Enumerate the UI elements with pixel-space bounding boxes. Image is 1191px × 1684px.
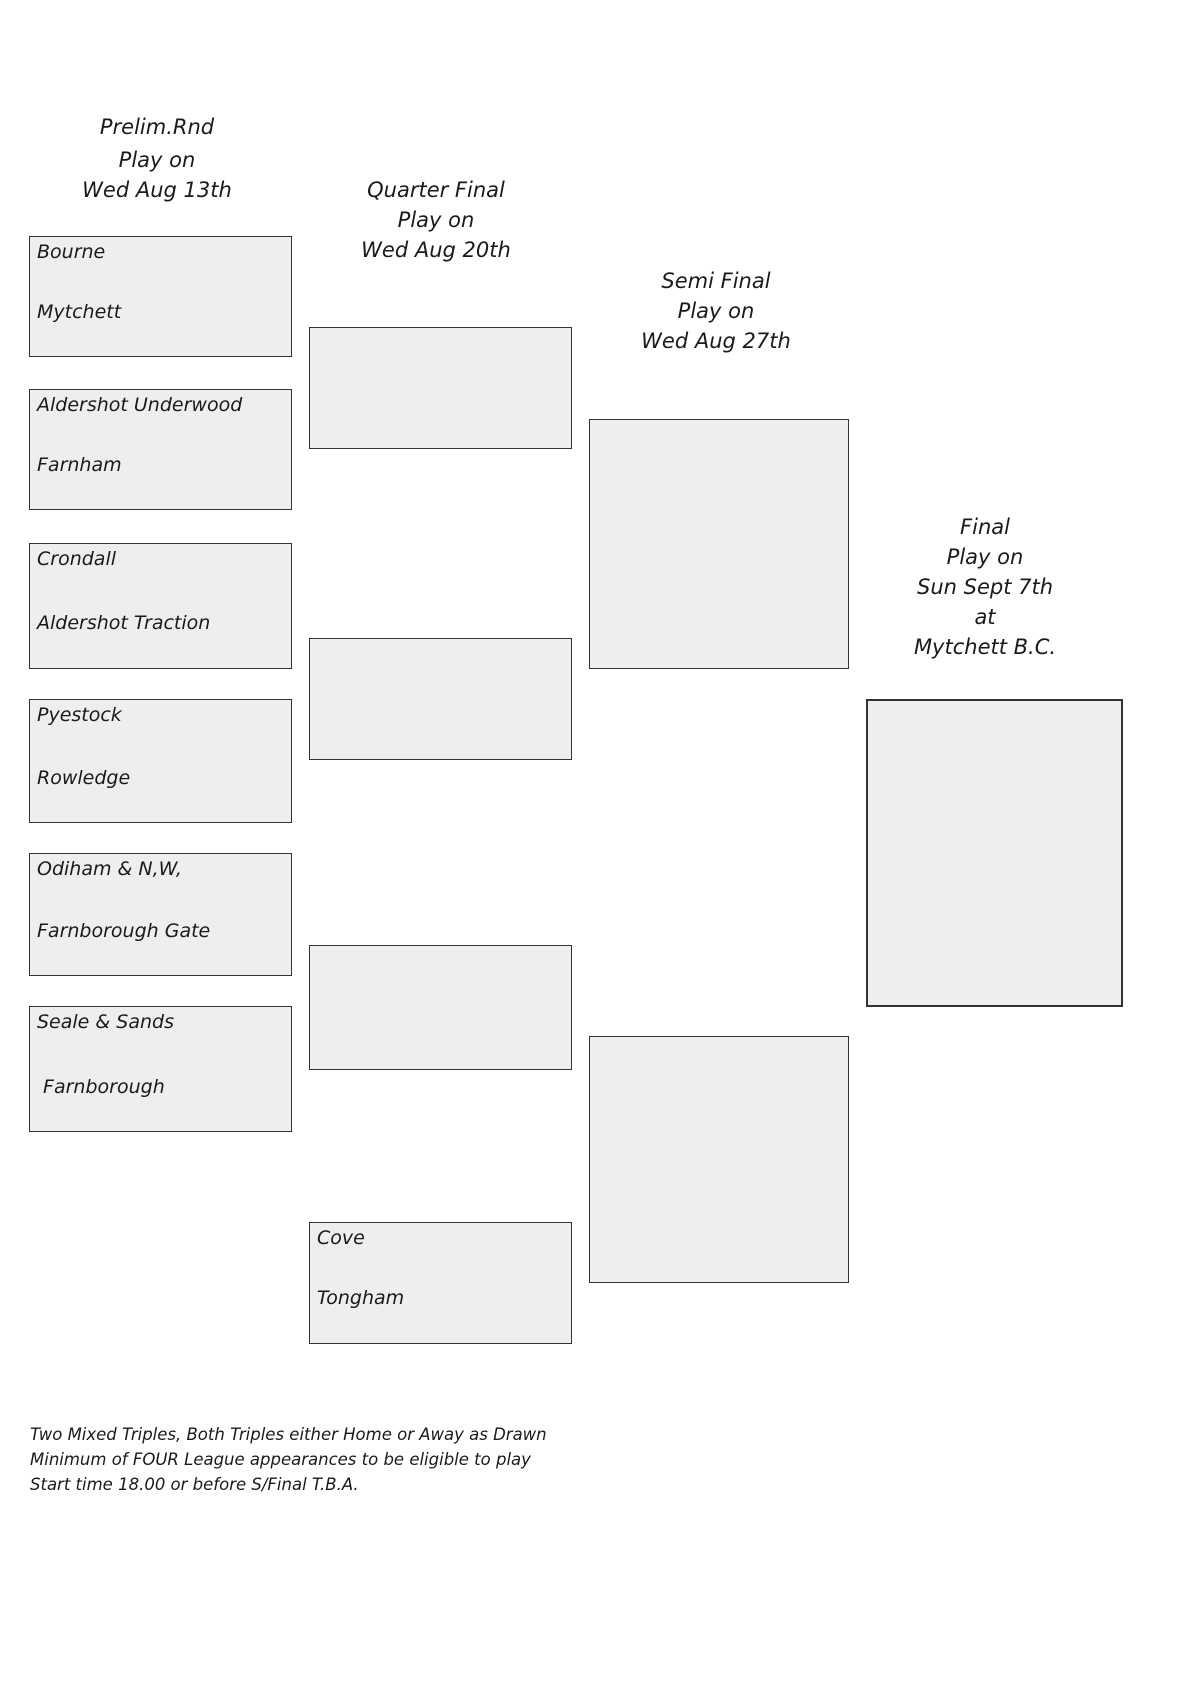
prelim-match-2 — [29, 389, 292, 510]
final-venue: Mytchett B.C. — [913, 635, 1057, 659]
prelim-match-3-away: Aldershot Traction — [37, 612, 211, 634]
prelim-match-5-home: Odiham & N,W, — [37, 858, 182, 880]
prelim-match-5 — [29, 853, 292, 976]
prelim-match-2-home: Aldershot Underwood — [37, 394, 243, 416]
prelim-match-6-home: Seale & Sands — [37, 1011, 174, 1033]
note-eligibility: Minimum of FOUR League appearances to be eligible to play — [30, 1450, 531, 1469]
prelim-round-title: Prelim.Rnd — [99, 115, 215, 139]
quarter-final-title: Quarter Final — [367, 178, 505, 202]
quarter-final-match-2 — [309, 638, 572, 760]
final-play-on: Play on — [946, 545, 1024, 569]
prelim-match-1-home: Bourne — [37, 241, 106, 263]
quarter-final-match-3 — [309, 945, 572, 1070]
note-start-time: Start time 18.00 or before S/Final T.B.A. — [30, 1475, 359, 1494]
semi-final-play-on: Play on — [677, 299, 755, 323]
final-title: Final — [960, 515, 1010, 539]
prelim-match-4-away: Rowledge — [37, 767, 131, 789]
prelim-match-3 — [29, 543, 292, 669]
competition-notes — [30, 1422, 547, 1497]
prelim-round-header — [57, 112, 257, 205]
quarter-final-date: Wed Aug 20th — [361, 238, 511, 262]
prelim-match-5-away: Farnborough Gate — [37, 920, 211, 942]
semi-final-title: Semi Final — [661, 269, 771, 293]
prelim-match-2-away: Farnham — [37, 454, 122, 476]
final-date: Sun Sept 7th — [916, 575, 1054, 599]
quarter-final-header — [336, 175, 536, 265]
final-header — [885, 512, 1085, 662]
quarter-final-match-4-away: Tongham — [317, 1287, 405, 1309]
semi-final-match-1 — [589, 419, 849, 669]
quarter-final-match-4 — [309, 1222, 572, 1344]
quarter-final-match-4-home: Cove — [317, 1227, 365, 1249]
final-at: at — [974, 605, 996, 629]
semi-final-header — [616, 266, 816, 356]
prelim-match-6-away: Farnborough — [37, 1076, 165, 1098]
semi-final-date: Wed Aug 27th — [641, 329, 791, 353]
prelim-match-6 — [29, 1006, 292, 1132]
prelim-match-1-away: Mytchett — [37, 301, 122, 323]
prelim-match-4 — [29, 699, 292, 823]
final-match — [866, 699, 1123, 1007]
quarter-final-play-on: Play on — [397, 208, 475, 232]
note-format: Two Mixed Triples, Both Triples either Home or Away as Drawn — [30, 1425, 547, 1444]
prelim-match-1 — [29, 236, 292, 357]
prelim-match-4-home: Pyestock — [37, 704, 122, 726]
prelim-match-3-home: Crondall — [37, 548, 117, 570]
prelim-round-play-on: Play on — [118, 148, 196, 172]
quarter-final-match-1 — [309, 327, 572, 449]
semi-final-match-2 — [589, 1036, 849, 1283]
prelim-round-date: Wed Aug 13th — [82, 178, 232, 202]
